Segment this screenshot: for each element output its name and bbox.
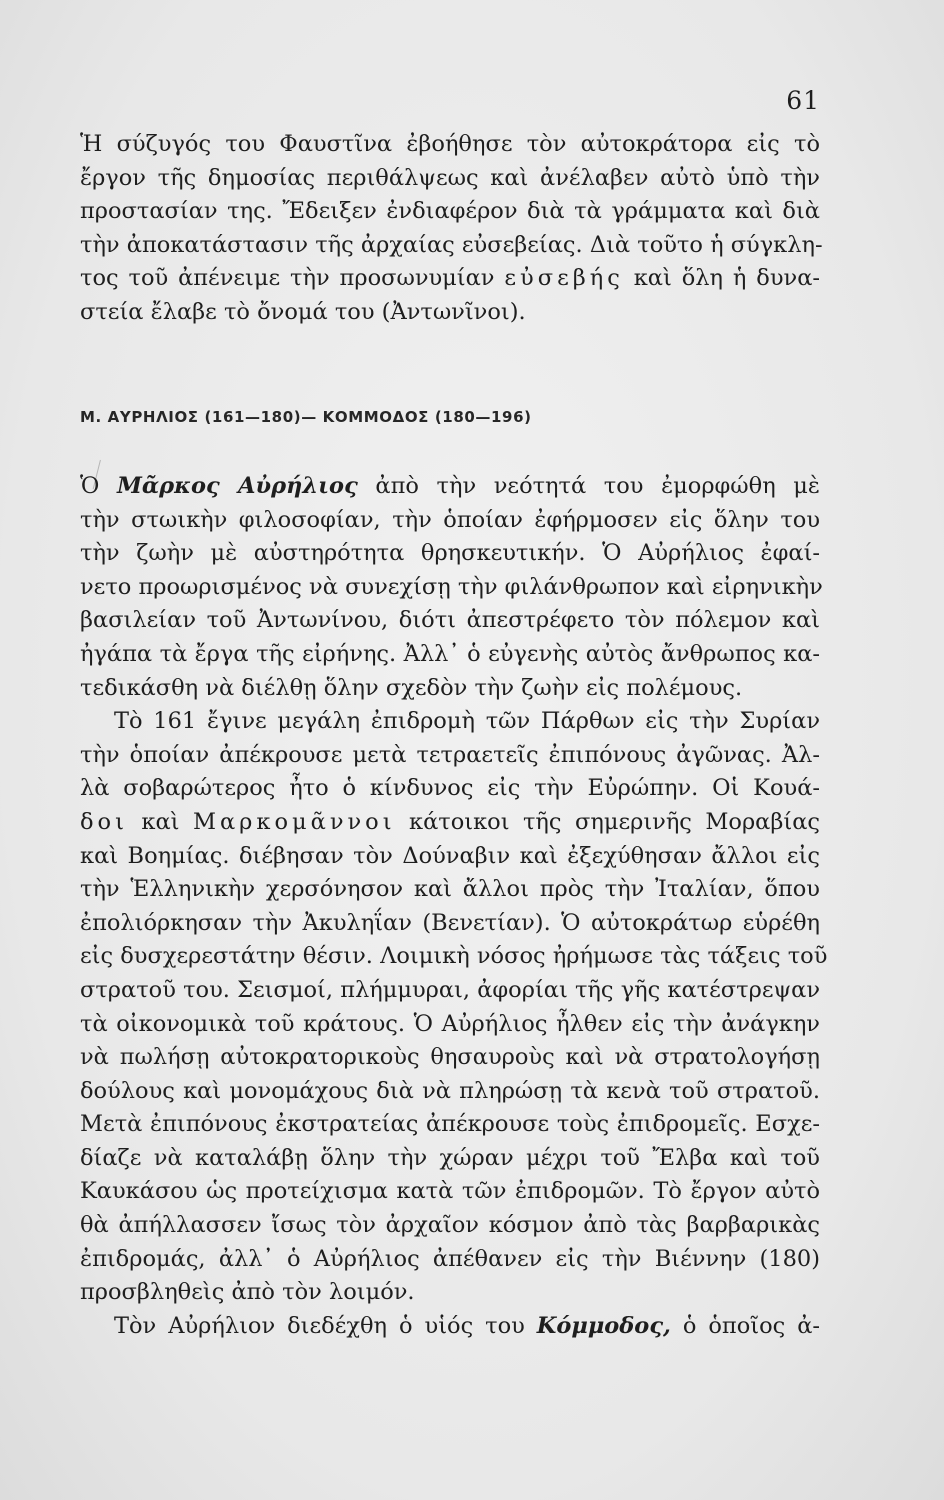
text-line: λὰ σοβαρώτερος ἦτο ὁ κίνδυνος εἰς τὴν Εὐρώπην. Οἱ Κουά-	[80, 775, 820, 802]
text-segment: Τὸν Αὐρήλιον διεδέχθη ὁ υἱός του	[114, 1312, 537, 1339]
text-line: καὶ Βοημίας. διέβησαν τὸν Δούναβιν καὶ ἐξεχύθησαν ἄλλοι εἰς	[80, 842, 820, 869]
section-heading: Μ. ΑΥΡΗΛΙΟΣ (161—180)— ΚΟΜΜΟΔΟΣ (180—196)	[80, 408, 532, 426]
text-line	[80, 1310, 820, 1344]
spaced-word-eusebes: εὐσεβής	[504, 265, 624, 292]
text-line	[80, 262, 820, 296]
text-segment: καὶ	[127, 808, 193, 835]
text-line: προσβληθεὶς ἀπὸ τὸν λοιμόν.	[80, 1279, 415, 1306]
text-line: ἠγάπα τὰ ἔργα τῆς εἰρήνης. Ἀλλ᾽ ὁ εὐγενὴς αὐτὸς ἄνθρωπος κα-	[80, 640, 820, 667]
text-line: ἐπιδρομάς, ἀλλ᾽ ὁ Αὐρήλιος ἀπέθανεν εἰς τὴν Βιέννην (180)	[80, 1245, 820, 1272]
text-line: δίαζε νὰ καταλάβῃ ὅλην τὴν χώραν μέχρι τοῦ Ἔλβα καὶ τοῦ	[80, 1144, 820, 1171]
text-line: τὴν ζωὴν μὲ αὐστηρότητα θρησκευτικήν. Ὁ Αὐρήλιος ἐφαί-	[80, 540, 820, 567]
text-line: Ἡ σύζυγός του Φαυστῖνα ἐβοήθησε τὸν αὐτοκράτορα εἰς τὸ	[80, 131, 820, 157]
text-line: στρατοῦ του. Σεισμοί, πλήμμυραι, ἀφορίαι τῆς γῆς κατέστρεψαν	[80, 976, 820, 1003]
text-line: νετο προωρισμένος νὰ συνεχίσῃ τὴν φιλάνθρωπον καὶ εἰρηνικὴν	[80, 573, 823, 600]
text-segment: Ὁ	[80, 473, 117, 499]
text-line: τεδικάσθη νὰ διέλθῃ ὅλην σχεδὸν τὴν ζωὴν εἰς πολέμους.	[80, 674, 743, 701]
page-number: 61	[786, 86, 820, 115]
text-line: εἰς δυσχερεστάτην θέσιν. Λοιμικὴ νόσος ἠρήμωσε τὰς τάξεις τοῦ	[80, 943, 828, 970]
text-line: ἐπολιόρκησαν τὴν Ἀκυληΐαν (Βενετίαν). Ὁ αὐτοκράτωρ εὑρέθη	[80, 909, 820, 936]
text-line	[80, 806, 820, 840]
text-line: τὴν ἀποκατάστασιν τῆς ἀρχαίας εὐσεβείας. Διὰ τοῦτο ἡ σύγκλη-	[80, 231, 823, 258]
text-line: ἔργον τῆς δημοσίας περιθάλψεως καὶ ἀνέλαβεν αὐτὸ ὑπὸ τὴν	[80, 164, 820, 191]
text-line: δούλους καὶ μονομάχους διὰ νὰ πληρώσῃ τὰ κενὰ τοῦ στρατοῦ.	[80, 1077, 820, 1104]
text-line: τὴν Ἑλληνικὴν χερσόνησον καὶ ἄλλοι πρὸς τὴν Ἰταλίαν, ὅπου	[80, 876, 820, 903]
intro-paragraph	[80, 128, 823, 330]
text-line: Μετὰ ἐπιπόνους ἐκστρατείας ἀπέκρουσε τοὺς ἐπιδρομεῖς. Εσχε-	[80, 1111, 820, 1138]
text-line: Τὸ 161 ἔγινε μεγάλη ἐπιδρομὴ τῶν Πάρθων εἰς τὴν Συρίαν	[114, 708, 820, 735]
text-line	[80, 470, 820, 504]
text-line: στεία ἔλαβε τὸ ὄνομά του (Ἀντωνῖνοι).	[80, 298, 526, 325]
text-line: τὴν ὁποίαν ἀπέκρουσε μετὰ τετραετεῖς ἐπιπόνους ἀγῶνας. Ἀλ-	[80, 741, 820, 768]
name-commodus: Κόμμοδος,	[536, 1312, 671, 1339]
text-line: βασιλείαν τοῦ Ἀντωνίνου, διότι ἀπεστρέφετο τὸν πόλεμον καὶ	[80, 607, 820, 634]
section-body	[80, 470, 828, 1343]
text-line: νὰ πωλήσῃ αὐτοκρατορικοὺς θησαυροὺς καὶ νὰ στρατολογήσῃ	[80, 1044, 820, 1071]
text-segment: ὁ ὁποῖος ἀ-	[670, 1312, 820, 1339]
text-line: Καυκάσου ὡς προτείχισμα κατὰ τῶν ἐπιδρομῶν. Τὸ ἔργον αὐτὸ	[80, 1178, 820, 1205]
text-line: τὰ οἰκονομικὰ τοῦ κράτους. Ὁ Αὐρήλιος ἦλθεν εἰς τὴν ἀνάγκην	[80, 1010, 820, 1037]
text-line: θὰ ἀπήλλασσεν ἴσως τὸν ἀρχαῖον κόσμον ἀπὸ τὰς βαρβαρικὰς	[80, 1212, 820, 1239]
text-segment: κάτοικοι τῆς σημερινῆς Μοραβίας	[395, 808, 821, 835]
text-segment: τος τοῦ ἀπένειμε τὴν προσωνυμίαν	[80, 265, 505, 292]
text-segment: καὶ ὅλη ἡ δυνα-	[623, 265, 820, 292]
spaced-word-marcomanni: Μαρκομᾶννοι	[192, 808, 396, 835]
text-line: τὴν στωικὴν φιλοσοφίαν, τὴν ὁποίαν ἐφήρμοσεν εἰς ὅλην του	[80, 506, 820, 533]
spaced-word-quadi: δοι	[80, 808, 128, 835]
text-segment: ἀπὸ τὴν νεότητά του ἐμορφώθη μὲ	[357, 473, 820, 499]
text-line: προστασίαν της. Ἔδειξεν ἐνδιαφέρον διὰ τὰ γράμματα καὶ διὰ	[80, 198, 820, 225]
name-marcus-aurelius: Μᾶρκος Αὐρήλιος	[116, 473, 358, 499]
